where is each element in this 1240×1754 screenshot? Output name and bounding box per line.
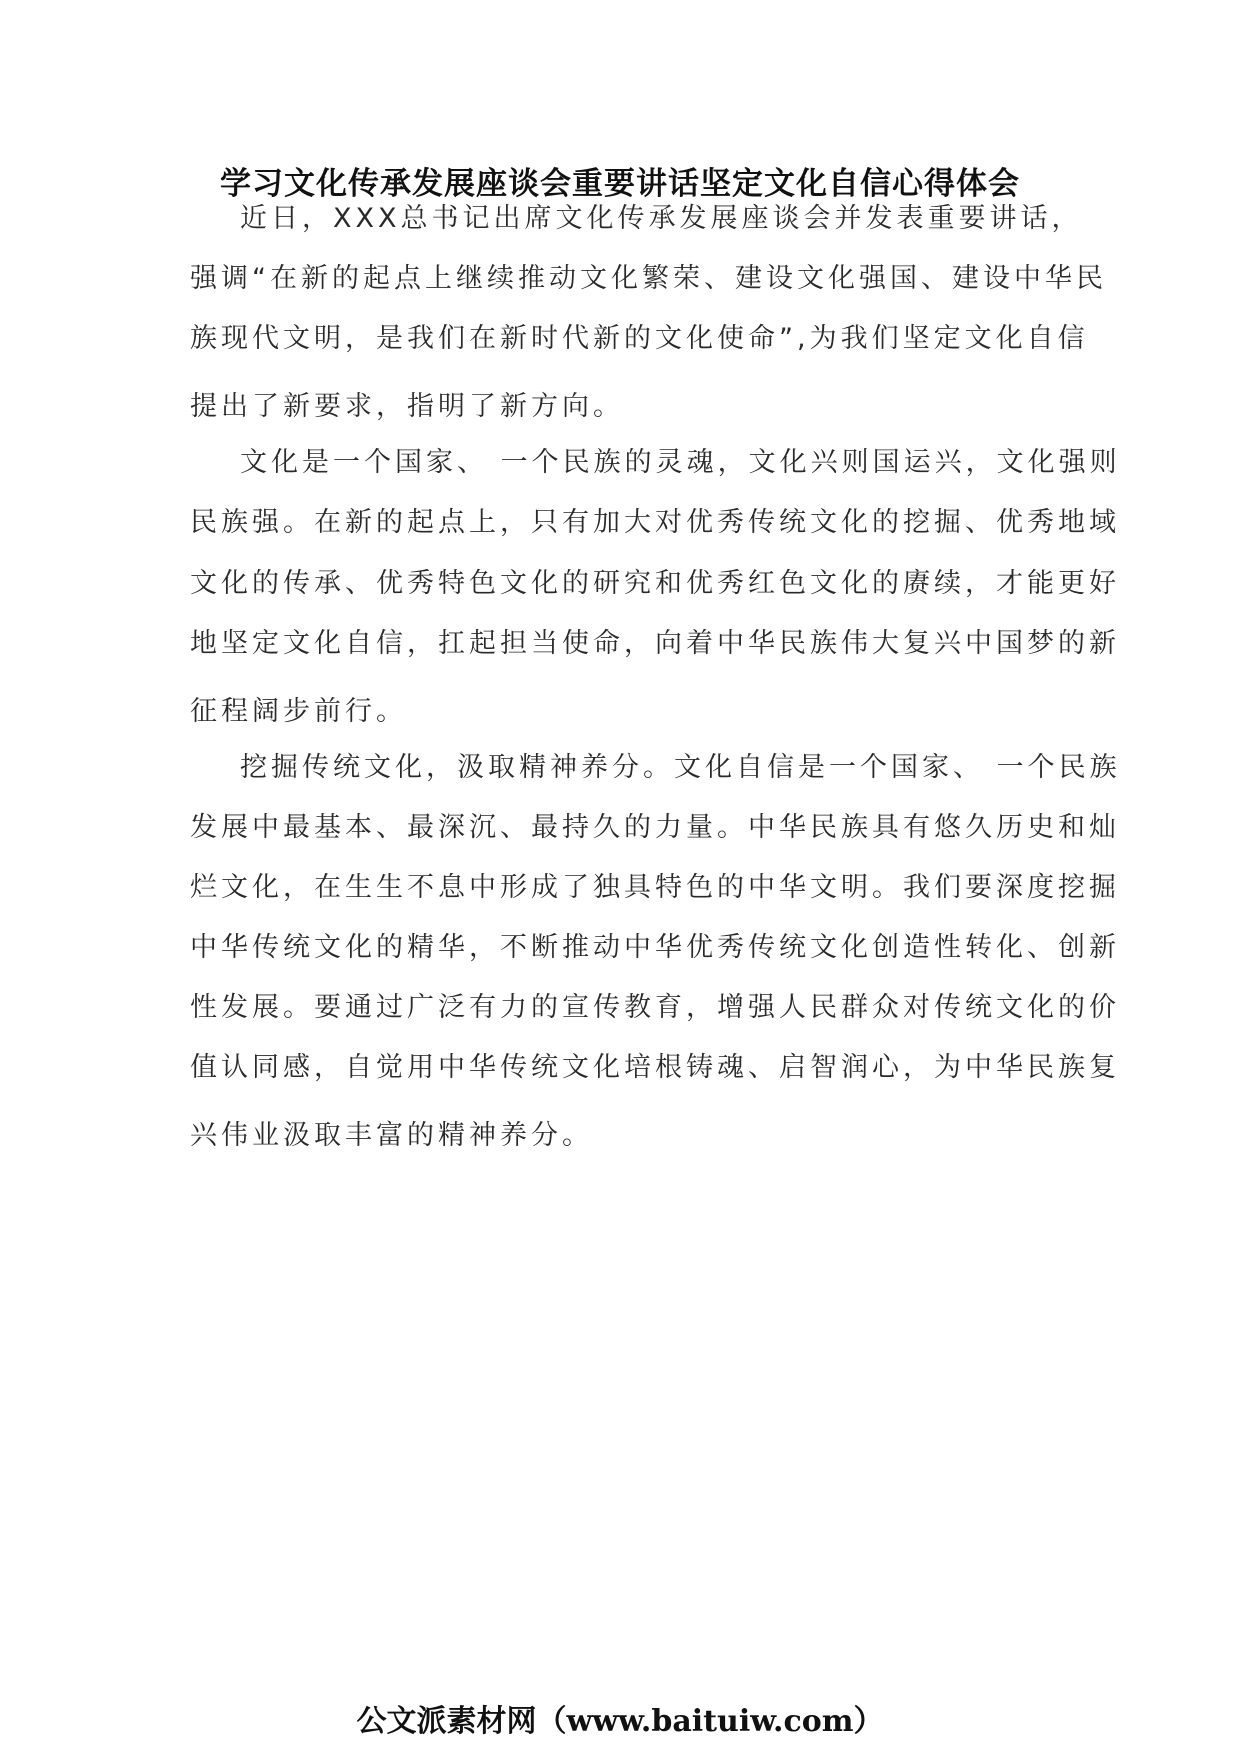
paragraph-3-line-3: 烂文化，在生生不息中形成了独具特色的中华文明。我们要深度挖掘: [190, 872, 1120, 903]
paragraph-1-line-3: 族现代文明，是我们在新时代新的文化使命”,为我们坚定文化自信: [190, 323, 1089, 354]
paragraph-2-line-1: 文化是一个国家、 一个民族的灵魂，文化兴则国运兴，文化强则: [240, 447, 1121, 478]
paragraph-1-line-2: 强调“在新的起点上继续推动文化繁荣、建设文化强国、建设中华民: [190, 263, 1107, 294]
paragraph-3-line-1: 挖掘传统文化，汲取精神养分。文化自信是一个国家、 一个民族: [240, 752, 1121, 783]
paragraph-3-line-6: 值认同感，自觉用中华传统文化培根铸魂、启智润心，为中华民族复: [190, 1052, 1120, 1083]
paragraph-3-line-5: 性发展。要通过广泛有力的宣传教育，增强人民群众对传统文化的价: [190, 992, 1120, 1023]
footer-source: 公文派素材网（www.baituiw.com）: [356, 1704, 884, 1739]
paragraph-2-line-5: 征程阔步前行。: [190, 696, 407, 727]
paragraph-3-line-4: 中华传统文化的精华，不断推动中华优秀传统文化创造性转化、创新: [190, 932, 1120, 963]
document-title: 学习文化传承发展座谈会重要讲话坚定文化自信心得体会: [220, 166, 1020, 202]
paragraph-2-line-2: 民族强。在新的起点上，只有加大对优秀传统文化的挖掘、优秀地域: [190, 507, 1120, 538]
paragraph-2-line-4: 地坚定文化自信，扛起担当使命，向着中华民族伟大复兴中国梦的新: [190, 628, 1120, 659]
paragraph-1-line-1: 近日，XXX总书记出席文化传承发展座谈会并发表重要讲话，: [240, 203, 1083, 234]
paragraph-1-line-4: 提出了新要求，指明了新方向。: [190, 391, 624, 422]
paragraph-3-line-7: 兴伟业汲取丰富的精神养分。: [190, 1120, 593, 1151]
paragraph-3-line-2: 发展中最基本、最深沉、最持久的力量。中华民族具有悠久历史和灿: [190, 812, 1120, 843]
paragraph-2-line-3: 文化的传承、优秀特色文化的研究和优秀红色文化的赓续，才能更好: [190, 568, 1120, 599]
